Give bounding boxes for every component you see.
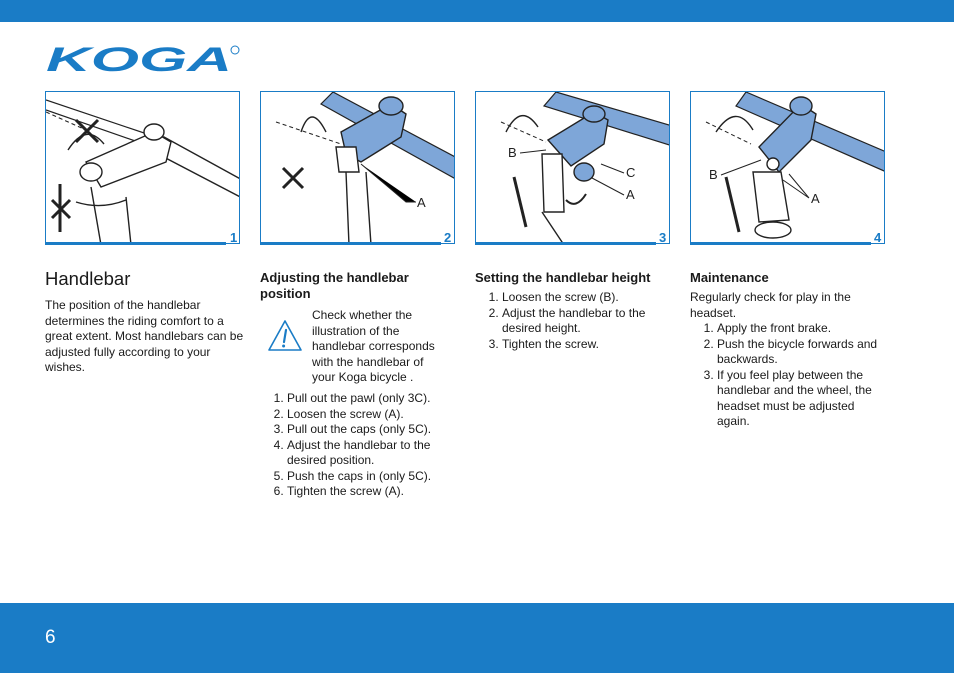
illustration-panel-4 — [690, 91, 885, 244]
panel-4-label-b: B — [709, 167, 718, 182]
section-title: Handlebar — [45, 268, 131, 289]
list-item: 4. Adjust the handlebar to the desired position. — [287, 438, 450, 469]
logo-text: KOGA — [46, 44, 232, 74]
adjusting-section — [260, 270, 450, 500]
koga-logo — [46, 44, 242, 74]
maintenance-intro: Regularly check for play in the headset. — [690, 290, 851, 320]
illustration-panel-3 — [475, 91, 670, 244]
panel-3-label-c: C — [626, 165, 636, 180]
list-item: 5. Push the caps in (only 5C). — [287, 469, 450, 485]
list-item: 3. Pull out the caps (only 5C). — [287, 422, 450, 438]
list-item: 1. Apply the front brake. — [717, 321, 880, 337]
handlebar-intro: The position of the handlebar determines the riding comfort to a great extent. Most handlebars can be adjusted fully according to your wishes. — [45, 298, 244, 374]
illustration-panel-1 — [45, 91, 240, 244]
panel-2-number: 2 — [444, 230, 452, 245]
adjusting-heading: Adjusting the handlebar position — [260, 270, 409, 301]
panel-4-number: 4 — [874, 230, 882, 245]
list-item: 6. Tighten the screw (A). — [287, 484, 450, 500]
warning-icon — [266, 318, 304, 354]
illustration-panel-2 — [260, 91, 455, 244]
top-bar — [0, 0, 954, 22]
list-item: 2. Loosen the screw (A). — [287, 407, 450, 423]
list-item: 3. Tighten the screw. — [502, 337, 665, 353]
list-item: 1. Pull out the pawl (only 3C). — [287, 391, 450, 407]
panel-3-rule — [475, 242, 656, 245]
warning-text: Check whether the illustration of the handlebar corresponds with the handlebar of your Koga bicycle . — [312, 308, 435, 384]
list-item: 2. Adjust the handlebar to the desired height. — [502, 306, 665, 337]
maintenance-heading: Maintenance — [690, 270, 769, 285]
panel-2-rule — [260, 242, 441, 245]
panel-4-label-a: A — [811, 191, 820, 206]
panel-1-rule — [45, 242, 226, 245]
warning-box — [260, 308, 450, 384]
maintenance-section — [690, 270, 880, 430]
panel-4-rule — [690, 242, 871, 245]
page-number: 6 — [45, 627, 56, 648]
bottom-bar — [0, 603, 954, 673]
list-item: 3. If you feel play between the handlebar and the wheel, the headset must be adjusted again. — [717, 368, 880, 430]
height-heading: Setting the handlebar height — [475, 270, 651, 285]
panel-3-number: 3 — [659, 230, 667, 245]
list-item: 1. Loosen the screw (B). — [502, 290, 665, 306]
panel-2-label-a: A — [417, 195, 426, 210]
list-item: 2. Push the bicycle forwards and backwards. — [717, 337, 880, 368]
height-steps — [475, 290, 665, 352]
panel-3-label-a: A — [626, 187, 635, 202]
panel-3-label-b: B — [508, 145, 517, 160]
panel-1-number: 1 — [230, 230, 238, 245]
height-section — [475, 270, 665, 352]
maintenance-steps — [690, 321, 880, 430]
adjusting-steps — [260, 391, 450, 500]
